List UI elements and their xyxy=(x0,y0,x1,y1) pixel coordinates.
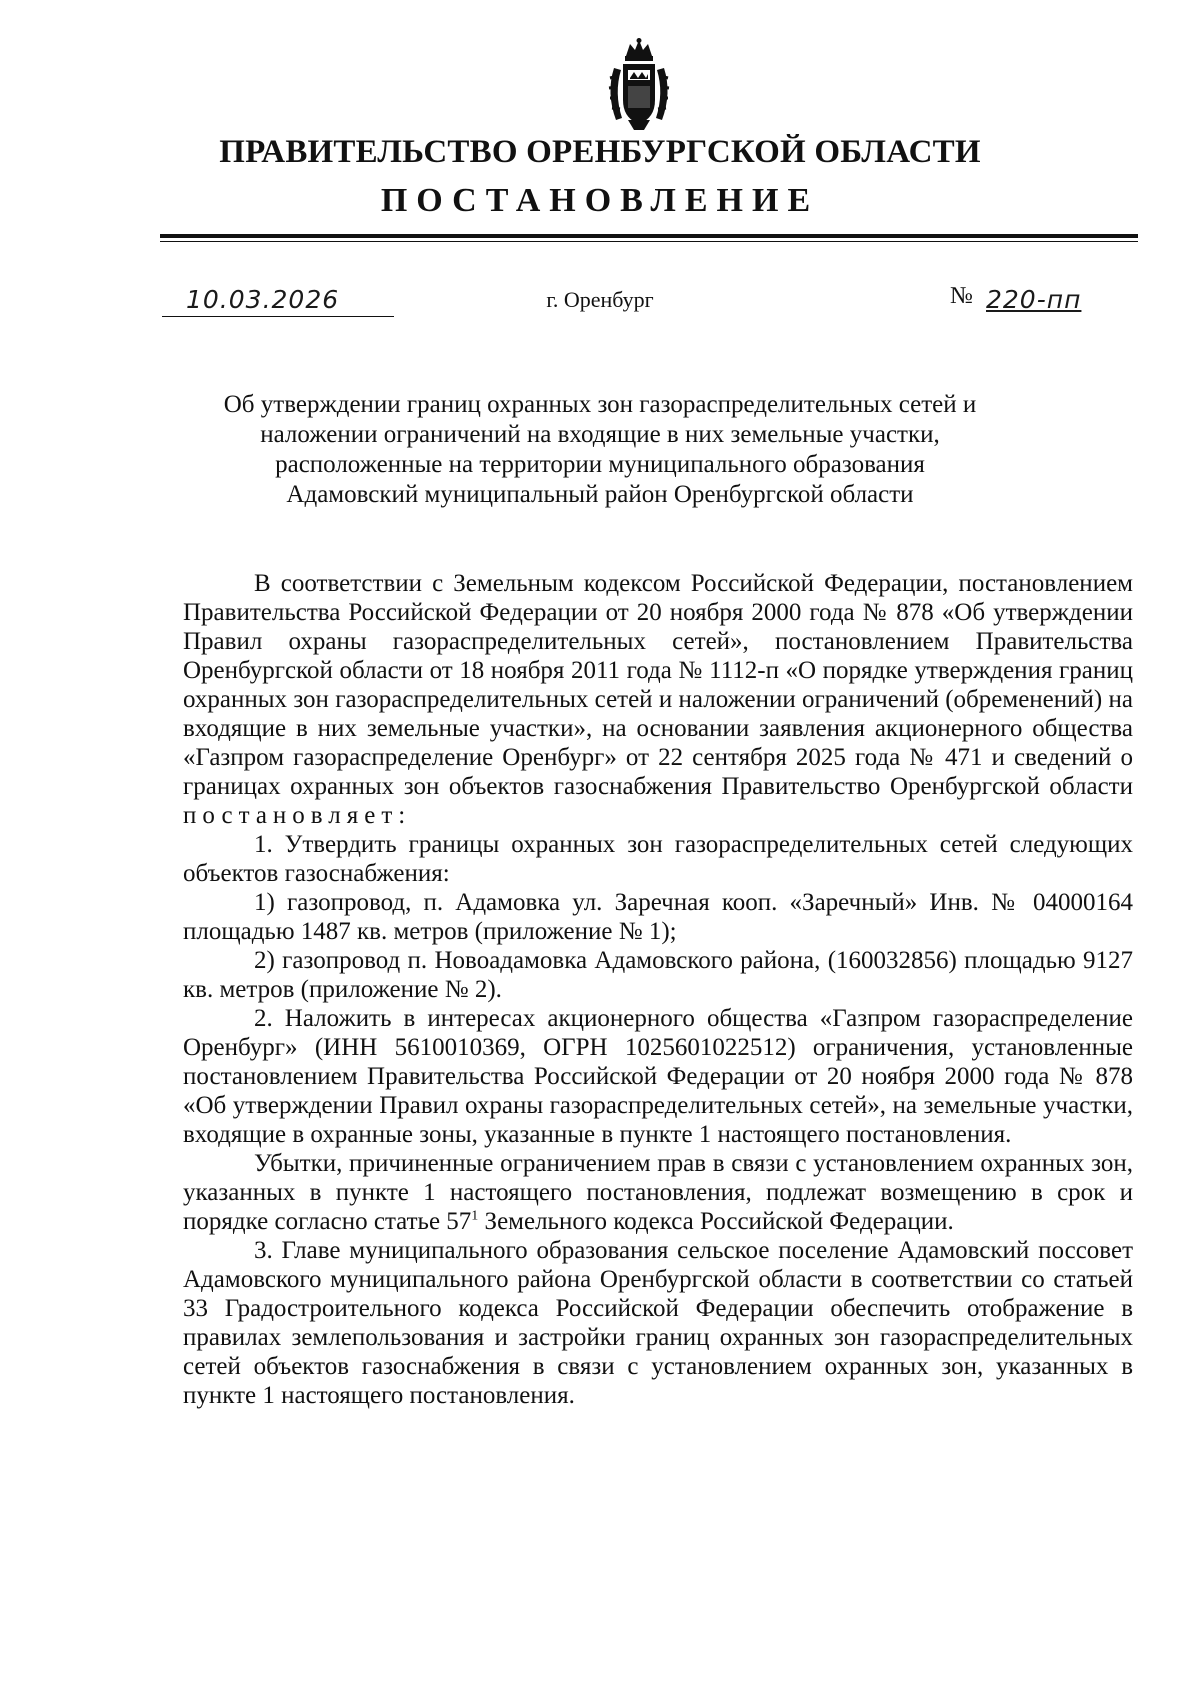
item-1-1-paragraph: 1) газопровод, п. Адамовка ул. Заречная кооп. «Заречный» Инв. № 04000164 площадью 1487 кв. метров (приложение № 1); xyxy=(183,889,1133,945)
subject-line: Об утверждении границ охранных зон газораспределительных сетей и xyxy=(223,391,977,418)
item-1-paragraph: 1. Утвердить границы охранных зон газораспределительных сетей следующих объектов газоснабжения: xyxy=(183,831,1133,887)
losses-paragraph xyxy=(183,1149,1133,1236)
document-type-heading: ПОСТАНОВЛЕНИЕ xyxy=(380,182,820,219)
organization-title: ПРАВИТЕЛЬСТВО ОРЕНБУРГСКОЙ ОБЛАСТИ xyxy=(219,134,981,170)
document-number: 220-пп xyxy=(986,285,1082,314)
article-superscript: 1 xyxy=(471,1208,479,1224)
item-3-paragraph: 3. Главе муниципального образования сельское поселение Адамовский поссовет Адамовского муниципального района Оренбургской области в соответствии со статьей 33 Градостроительного кодекса Российской Федерации обеспечить отображение в правилах землепользования и застройки границ охранных зон газораспределительных сетей объектов газоснабжения в связи с установлением охранных зон, указанных в пункте 1 настоящего постановления. xyxy=(183,1237,1133,1409)
decrees-word: постановляет: xyxy=(183,802,412,829)
item-2-paragraph: 2. Наложить в интересах акционерного общества «Газпром газораспределение Оренбург» (ИНН 5610010369, ОГРН 1025601022512) ограничения, установленные постановлением Правительства Российской Федерации от 20 ноября 2000 года № 878 «Об утверждении Правил охраны газораспределительных сетей», на земельные участки, входящие в охранные зоны, указанные в пункте 1 настоящего постановления. xyxy=(183,1005,1133,1148)
subject-line: расположенные на территории муниципального образования xyxy=(275,451,925,478)
header-rule-thin xyxy=(160,241,1138,242)
preamble-paragraph xyxy=(183,569,1133,830)
item-1-2-paragraph: 2) газопровод п. Новоадамовка Адамовского района, (160032856) площадью 9127 кв. метров (приложение № 2). xyxy=(183,947,1133,1003)
subject-line: наложении ограничений на входящие в них земельные участки, xyxy=(260,421,940,448)
losses-text: Убытки, причиненные ограничением прав в связи с установлением охранных зон, указанных в пункте 1 настоящего постановления, подлежат возмещению в срок и порядке согласно статье 57 xyxy=(183,1150,1133,1235)
subject-line: Адамовский муниципальный район Оренбургской области xyxy=(286,481,914,508)
document-date: 10.03.2026 xyxy=(186,285,340,314)
losses-end: Земельного кодекса Российской Федерации. xyxy=(478,1208,954,1235)
document-body xyxy=(183,569,1133,1410)
coat-of-arms-emblem xyxy=(604,38,674,132)
preamble-text: В соответствии с Земельным кодексом Российской Федерации, постановлением Правительства Российской Федерации от 20 ноября 2000 года № 878 «Об утверждении Правил охраны газораспределительных сетей», постановлением Правительства Оренбургской области от 18 ноября 2011 года № 1112-п «О порядке утверждения границ охранных зон газораспределительных сетей и наложении ограничений (обременений) на входящие в них земельные участки», на основании заявления акционерного общества «Газпром газораспределение Оренбург» от 22 сентября 2025 года № 471 и сведений о границах охранных зон объектов газоснабжения Правительство Оренбургской области xyxy=(183,570,1133,800)
document-city: г. Оренбург xyxy=(546,287,654,312)
header-rule-thick xyxy=(160,234,1138,238)
document-subject xyxy=(180,390,1020,510)
number-label: № xyxy=(950,283,973,309)
document-number-field xyxy=(950,280,1130,316)
